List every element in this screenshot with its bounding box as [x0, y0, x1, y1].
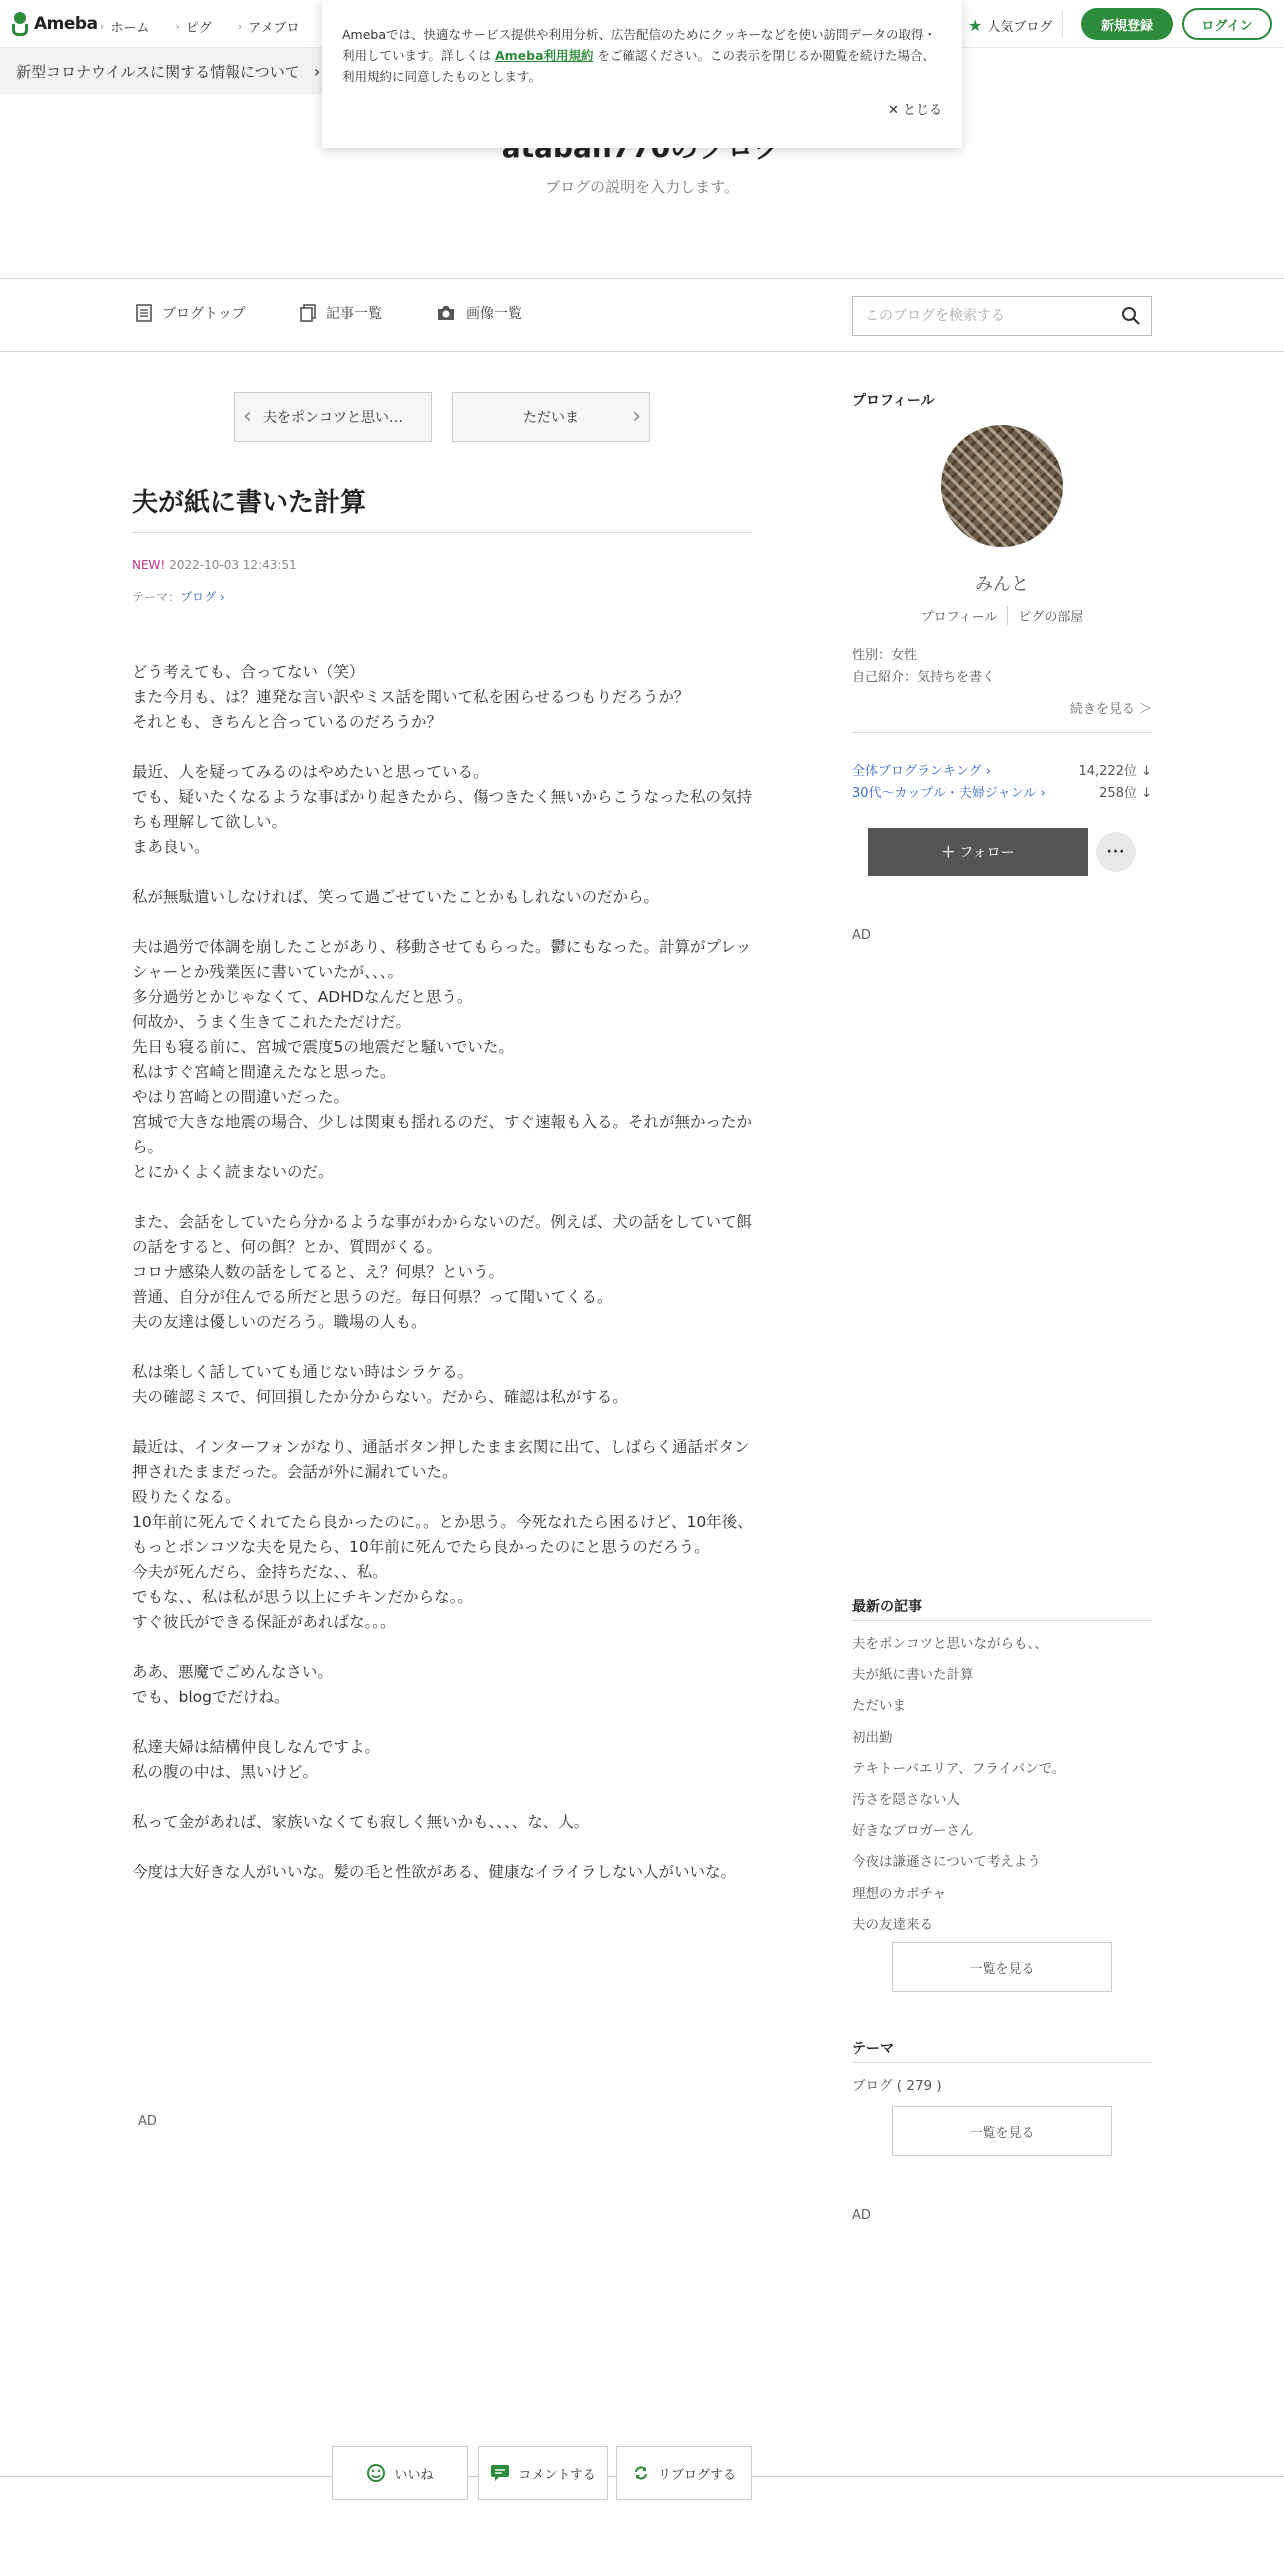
divider	[852, 2062, 1152, 2063]
blank-line	[132, 1835, 754, 1860]
ad-label: AD	[852, 928, 871, 943]
paragraph: それとも、きちんと合っているのだろうか？	[132, 713, 443, 731]
star-icon: ★	[968, 15, 983, 35]
profile-links	[852, 606, 1152, 625]
recent-article-link[interactable]: ただいま	[852, 1698, 906, 1715]
paragraph: ああ、悪魔でごめんなさい。	[132, 1663, 333, 1681]
avatar[interactable]	[941, 425, 1063, 547]
recent-article-link[interactable]: 夫の友達来る	[852, 1916, 933, 1933]
ameba-logo[interactable]	[10, 12, 98, 36]
terms-link[interactable]: Ameba利用規約	[494, 48, 594, 63]
blank-line	[132, 1335, 754, 1360]
article-datetime: 2022-10-03 12:43:51	[169, 558, 297, 572]
profile-name[interactable]: みんと	[975, 574, 1029, 595]
recent-list-button[interactable]: 一覧を見る	[892, 1942, 1112, 1992]
ameba-logo-icon	[10, 12, 30, 36]
smile-icon	[366, 2463, 386, 2483]
login-button[interactable]: ログイン	[1182, 8, 1272, 40]
paragraph: 夫の確認ミスで、何回損したか分からない。だから、確認は私がする。	[132, 1388, 628, 1406]
paragraph: まあ良い。	[132, 838, 210, 856]
recent-article-link[interactable]: 好きなブロガーさん	[852, 1823, 974, 1840]
rank-value: 14,222位 ↓	[1078, 764, 1152, 779]
paragraph: 私は楽しく話していても通じない時はシラケる。	[132, 1363, 474, 1381]
article-meta	[132, 558, 297, 572]
paragraph: どう考えても、合ってない（笑）	[132, 663, 365, 681]
chevron-right-icon: ›	[313, 61, 321, 81]
blog-search-input[interactable]	[853, 297, 1113, 335]
blank-line	[132, 735, 754, 760]
nav-image-list[interactable]: 画像一覧	[436, 303, 522, 323]
blank-line	[132, 860, 754, 885]
profile-link[interactable]: プロフィール	[920, 610, 998, 625]
pigg-room-link[interactable]: ピグの部屋	[1007, 606, 1093, 625]
logo-text: Ameba	[34, 14, 98, 34]
paragraph: 何故か、うまく生きてこれたただけだ。	[132, 1013, 412, 1031]
nav-pigg[interactable]: › ピグ	[175, 20, 212, 36]
new-badge: NEW!	[132, 558, 166, 572]
reblog-icon	[632, 2464, 650, 2482]
divider	[852, 732, 1152, 733]
recent-article-link[interactable]: テキトーパエリア、フライパンで。	[852, 1760, 1066, 1777]
paragraph: 私はすぐ宮崎と間違えたなと思った。	[132, 1063, 396, 1081]
covid-notice-link[interactable]	[0, 48, 340, 94]
chevron-right-icon: ›	[237, 20, 243, 33]
theme-list-button[interactable]: 一覧を見る	[892, 2106, 1112, 2156]
recent-article-link[interactable]: 汚さを隠さない人	[852, 1792, 960, 1808]
paragraph: また今月も、は？連発な言い訳やミス話を聞いて私を困らせるつもりだろうか？	[132, 688, 690, 706]
ad-label: AD	[852, 2208, 871, 2223]
chevron-right-icon: ›	[175, 20, 180, 33]
comment-icon	[490, 2464, 510, 2482]
paragraph: でも、疑いたくなるような事ばかり起きたから、傷つきたく無いからこうなった私の気持ちも理解して欲しい。	[132, 788, 753, 831]
blank-line	[132, 910, 754, 935]
recent-article-link[interactable]: 理想のカボチャ	[852, 1885, 947, 1902]
paragraph: 10年前に死んでくれてたら良かったのに。。とか思う。今死なれたら困るけど、10年後、もっとポンコツな夫を見たら、10年前に死んでたら良かったのにと思うのだろう。	[132, 1513, 753, 1556]
theme-item[interactable]: ブログ ( 279 )	[852, 2078, 942, 2094]
paragraph: 先日も寝る前に、宮城で震度5の地震だと騒いでいた。	[132, 1038, 514, 1056]
chevron-right-icon: ›	[100, 20, 105, 33]
article-title[interactable]: 夫が紙に書いた計算	[132, 488, 367, 518]
chevron-left-icon: ‹	[243, 404, 252, 429]
rank-row	[852, 782, 1152, 801]
paragraph: 最近は、インターフォンがなり、通話ボタン押したまま玄関に出て、しばらく通話ボタン押されたままだった。会話が外に漏れていた。	[132, 1438, 750, 1481]
follow-button[interactable]: ＋ フォロー	[868, 828, 1088, 876]
profile-heading: プロフィール	[852, 393, 935, 409]
rank-value: 258位 ↓	[1099, 786, 1152, 801]
rank-link[interactable]: 全体ブログランキング ›	[852, 764, 991, 779]
paragraph: 最近、人を疑ってみるのはやめたいと思っている。	[132, 763, 489, 781]
cookie-text-before: Amebaでは、快適なサービス提供や利用分析、広告配信のためにクッキーなどを使い訪問データの取得・利用しています。詳しくは	[342, 27, 937, 63]
next-article-button[interactable]: ただいま ›	[452, 392, 650, 442]
global-nav	[100, 17, 299, 36]
read-more-link[interactable]: 続きを見る ＞	[1069, 702, 1152, 717]
rank-link[interactable]: 30代〜カップル・夫婦ジャンル ›	[852, 786, 1046, 801]
paragraph: でもな、、私は私が思う以上にチキンだからな。。	[132, 1588, 473, 1606]
paragraph: 私って金があれば、家族いなくても寂しく無いかも、、、、な、人。	[132, 1813, 590, 1831]
copy-icon	[300, 304, 316, 322]
profile-gender: 性別：女性	[852, 648, 918, 663]
theme-heading: テーマ	[852, 2041, 894, 2057]
prev-article-button[interactable]: ‹ 夫をポンコツと思い…	[234, 392, 432, 442]
recent-article-link[interactable]: 今夜は謙遜さについて考えよう	[852, 1854, 1041, 1871]
ad-label: AD	[138, 2114, 157, 2129]
divider	[852, 1620, 1152, 1621]
covid-notice-text: 新型コロナウイルスに関する情報について	[16, 62, 300, 81]
blog-search	[852, 296, 1152, 336]
nav-article-list[interactable]: 記事一覧	[300, 303, 382, 323]
document-icon	[136, 304, 152, 322]
paragraph: 殴りたくなる。	[132, 1488, 241, 1506]
title-divider	[132, 532, 752, 533]
recent-article-link[interactable]: 初出勤	[852, 1729, 893, 1746]
paragraph: 普通、自分が住んでる所だと思うのだ。毎日何県？って聞いてくる。	[132, 1288, 613, 1306]
nav-ameblo[interactable]: › アメブロ	[237, 20, 300, 36]
close-icon: ✕	[887, 103, 903, 118]
paragraph: 夫の友達は優しいのだろう。職場の人も。	[132, 1313, 427, 1331]
chevron-right-icon: ›	[632, 404, 641, 429]
paragraph: また、会話をしていたら分かるような事がわからないのだ。例えば、犬の話をしていて餌の話をすると、何の餌？とか、質問がくる。	[132, 1213, 753, 1256]
blank-line	[132, 1185, 754, 1210]
divider	[1062, 10, 1063, 38]
comment-button[interactable]: コメントする	[478, 2446, 608, 2500]
paragraph: 今夫が死んだら、金持ちだな、、私。	[132, 1563, 388, 1581]
more-options-button[interactable]	[1096, 832, 1136, 872]
paragraph: 私達夫婦は結構仲良しなんですよ。	[132, 1738, 381, 1756]
paragraph: 私の腹の中は、黒いけど。	[132, 1763, 319, 1781]
paragraph: とにかくよく読まないのだ。	[132, 1163, 334, 1181]
paragraph: 宮城で大きな地震の場合、少しは関東も揺れるのだ、すぐ速報も入る。それが無かったから。	[132, 1113, 753, 1156]
recent-article-link[interactable]: 夫が紙に書いた計算	[852, 1667, 974, 1684]
plus-icon: ＋	[941, 845, 956, 861]
paragraph: 今度は大好きな人がいいな。髪の毛と性欲がある、健康なイライラしない人がいいな。	[132, 1863, 737, 1881]
nav-blog-top[interactable]: ブログトップ	[136, 303, 246, 323]
camera-icon	[436, 304, 456, 322]
article-body	[132, 660, 754, 1885]
search-icon[interactable]	[1121, 306, 1141, 326]
profile-intro: 自己紹介：気持ちを書く	[852, 670, 996, 685]
paragraph: コロナ感染人数の話をしてると、え？何県？という。	[132, 1263, 505, 1281]
blank-line	[132, 1710, 754, 1735]
reblog-button[interactable]: リブログする	[616, 2446, 752, 2500]
blog-navbar	[0, 278, 1284, 352]
rank-row	[852, 760, 1152, 779]
ellipsis-icon: ···	[1106, 844, 1126, 860]
nav-home[interactable]: › ホーム	[100, 20, 150, 36]
like-button[interactable]: いいね	[332, 2446, 468, 2500]
register-button[interactable]: 新規登録	[1081, 8, 1173, 40]
blog-description: ブログの説明を入力します。	[545, 178, 739, 196]
cookie-consent-dialog	[322, 0, 962, 148]
paragraph: 夫は過労で体調を崩したことがあり、移動させてもらった。鬱にもなった。計算がプレッシャーとか残業医に書いていたが、、、。	[132, 938, 752, 981]
cookie-text-after: をご確認ください。この表示を閉じるか閲覧を続けた場合、利用規約に同意したものとします。	[342, 48, 936, 84]
recent-heading: 最新の記事	[852, 1599, 922, 1615]
paragraph: やはり宮崎との間違いだった。	[132, 1088, 350, 1106]
article-theme: テーマ：ブログ ›	[132, 590, 225, 604]
theme-link[interactable]: ブログ ›	[180, 590, 225, 604]
paragraph: でも、blogでだけね。	[132, 1688, 290, 1706]
paragraph: 私が無駄遣いしなければ、笑って過ごせていたことかもしれないのだから。	[132, 888, 660, 906]
cookie-close-button[interactable]: ✕ とじる	[887, 103, 942, 118]
blank-line	[132, 1410, 754, 1435]
recent-article-link[interactable]: 夫をポンコツと思いながらも、、	[852, 1636, 1048, 1652]
blank-line	[132, 1785, 754, 1810]
popular-blog-link[interactable]: ★ 人気ブログ	[968, 15, 1053, 35]
blank-line	[132, 1635, 754, 1660]
paragraph: 多分過労とかじゃなくて、ADHDなんだと思う。	[132, 988, 473, 1006]
paragraph: すぐ彼氏ができる保証があればな。。。	[132, 1613, 396, 1631]
